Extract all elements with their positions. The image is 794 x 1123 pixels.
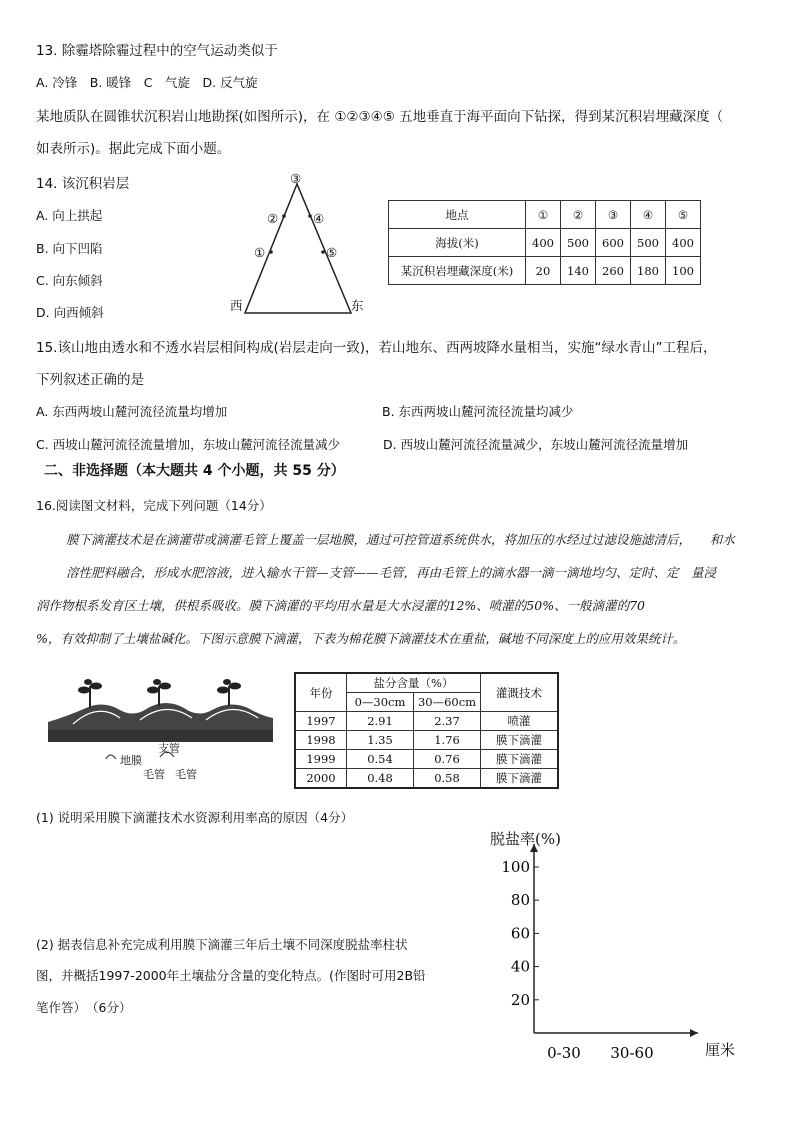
- label-dimo: 地膜: [120, 754, 142, 767]
- table-cell: 海拔(米): [389, 229, 526, 257]
- q15-option-b: B. 东西两坡山麓河流径流量均减少: [382, 404, 574, 419]
- label-maoguan-2: 毛管: [175, 768, 197, 781]
- x-tick-label: 30-60: [610, 1044, 654, 1062]
- table-cell: 膜下滴灌: [481, 769, 559, 789]
- q16-sub-1: (1) 说明采用膜下滴灌技术水资源利用率高的原因（4分）: [36, 810, 354, 825]
- table-cell: 0.58: [414, 769, 481, 789]
- table-header: ④: [631, 201, 666, 229]
- q13-options: A. 冷锋 B. 暖锋 C 气旋 D. 反气旋: [36, 75, 258, 90]
- mountain-point-2: ②: [267, 211, 279, 226]
- table-cell: 2000: [295, 769, 347, 789]
- q14-stem: 14. 该沉积岩层: [36, 176, 130, 192]
- table-cell: 1998: [295, 731, 347, 750]
- table-cell: 2.37: [414, 712, 481, 731]
- q16-paragraph-2: 溶性肥料融合，形成水肥溶液，进入输水干管—支管——毛管，再由毛管上的滴水器一滴一滴地均匀、定时、定 量浸: [66, 565, 717, 580]
- q14-option-b: B. 向下凹陷: [36, 241, 103, 256]
- x-axis-arrow: [690, 1029, 698, 1037]
- q16-paragraph-1: 膜下滴灌技术是在滴灌带或滴灌毛管上覆盖一层地膜，通过可控管道系统供水，将加压的水经过过滤设施滤清后， 和水: [66, 532, 735, 547]
- y-tick-label: 80: [510, 891, 530, 910]
- intro-line-2: 如表所示)。据此完成下面小题。: [36, 141, 231, 157]
- chart-y-label: 脱盐率(%): [490, 830, 561, 848]
- table-cell: 180: [631, 257, 666, 285]
- table-row: [295, 712, 558, 731]
- q15-option-a: A. 东西两坡山麓河流径流量均增加: [36, 404, 228, 419]
- y-tick-label: 60: [510, 924, 530, 943]
- table-row: [295, 769, 558, 789]
- drip-irrigation-diagram: [48, 678, 273, 746]
- table-cell: 1997: [295, 712, 347, 731]
- table-row: [389, 257, 701, 285]
- q15-option-d: D. 西坡山麓河流径流量减少，东坡山麓河流径流量增加: [383, 437, 689, 452]
- table-cell: 400: [526, 229, 561, 257]
- table-header: 地点: [389, 201, 526, 229]
- table-cell: 0.48: [347, 769, 414, 789]
- table-header: ①: [526, 201, 561, 229]
- table-cell: 喷灌: [481, 712, 559, 731]
- table-header: 灌溉技术: [481, 673, 559, 712]
- table-cell: 400: [666, 229, 701, 257]
- table-cell: 600: [596, 229, 631, 257]
- q15-option-c: C. 西坡山麓河流径流量增加，东坡山麓河流径流量减少: [36, 437, 341, 452]
- table-header: ②: [561, 201, 596, 229]
- q16-sub-2-line-3: 笔作答） （6分）: [36, 1000, 132, 1015]
- table-header: 0—30cm: [347, 693, 414, 712]
- q14-option-a: A. 向上拱起: [36, 208, 103, 223]
- mountain-point-3: ③: [290, 171, 302, 186]
- mountain-east-label: 东: [351, 298, 364, 313]
- section-2-title: 二、非选择题（本大题共 4 个小题，共 55 分）: [44, 463, 345, 479]
- mountain-west-label: 西: [230, 298, 243, 313]
- x-tick-label: 0-30: [547, 1044, 581, 1062]
- q16-sub-2-line-1: (2) 据表信息补充完成利用膜下滴灌三年后土壤不同深度脱盐率柱状: [36, 937, 408, 952]
- table-cell: 2.91: [347, 712, 414, 731]
- table-row: [389, 229, 701, 257]
- q16-sub-2-line-2: 图，并概括1997-2000年土壤盐分含量的变化特点。(作图时可用2B铅: [36, 968, 426, 983]
- table-cell: 1.35: [347, 731, 414, 750]
- desalination-chart: [470, 822, 760, 1072]
- table-cell: 0.54: [347, 750, 414, 769]
- y-tick-label: 20: [510, 990, 530, 1009]
- q16-paragraph-4: %，有效抑制了土壤盐碱化。下图示意膜下滴灌，下表为棉花膜下滴灌技术在重盐，碱地不同深度上的应用效果统计。: [36, 631, 686, 646]
- mountain-point-1: ①: [254, 245, 266, 260]
- mountain-point-4: ④: [313, 211, 325, 226]
- q16-paragraph-3: 润作物根系发育区土壤，供根系吸收。膜下滴灌的平均用水量是大水浸灌的12%、喷灌的50%、一般滴灌的70: [36, 598, 645, 613]
- table-row: [295, 731, 558, 750]
- intro-line-1: 某地质队在圆锥状沉积岩山地勘探(如图所示)，在 ①②③④⑤ 五地垂直于海平面向下钻探，得到某沉积岩埋藏深度（: [36, 109, 724, 125]
- label-maoguan-1: 毛管: [143, 768, 165, 781]
- q13-stem: 13. 除霾塔除霾过程中的空气运动类似于: [36, 43, 278, 59]
- table-cell: 140: [561, 257, 596, 285]
- table-cell: 膜下滴灌: [481, 750, 559, 769]
- table-cell: 某沉积岩埋藏深度(米): [389, 257, 526, 285]
- table-cell: 膜下滴灌: [481, 731, 559, 750]
- table-cell: 500: [631, 229, 666, 257]
- table-cell: 100: [666, 257, 701, 285]
- table-cell: 1999: [295, 750, 347, 769]
- table-header: 30—60cm: [414, 693, 481, 712]
- mountain-point-5: ⑤: [326, 245, 338, 260]
- salt-content-table: [294, 672, 559, 789]
- y-tick-label: 100: [501, 858, 530, 876]
- q14-option-c: C. 向东倾斜: [36, 273, 103, 288]
- q16-stem: 16.阅读图文材料，完成下列问题（14分）: [36, 498, 272, 513]
- chart-x-label: 厘米: [705, 1041, 736, 1059]
- y-tick-label: 40: [510, 957, 530, 976]
- q15-stem-2: 下列叙述正确的是: [36, 372, 144, 388]
- location-depth-table: [388, 200, 701, 285]
- table-cell: 260: [596, 257, 631, 285]
- mountain-diagram: [228, 166, 368, 316]
- table-header: 盐分含量（%）: [347, 673, 481, 693]
- table-cell: 500: [561, 229, 596, 257]
- q15-stem-1: 15.该山地由透水和不透水岩层相间构成(岩层走向一致)，若山地东、西两坡降水量相当，实施“绿水青山”工程后，: [36, 340, 717, 356]
- q14-option-d: D. 向西倾斜: [36, 305, 104, 320]
- table-header: ③: [596, 201, 631, 229]
- table-cell: 1.76: [414, 731, 481, 750]
- label-zhiguan: 支管: [158, 742, 180, 755]
- table-cell: 20: [526, 257, 561, 285]
- table-header: ⑤: [666, 201, 701, 229]
- table-row: [295, 750, 558, 769]
- table-header: 年份: [295, 673, 347, 712]
- table-cell: 0.76: [414, 750, 481, 769]
